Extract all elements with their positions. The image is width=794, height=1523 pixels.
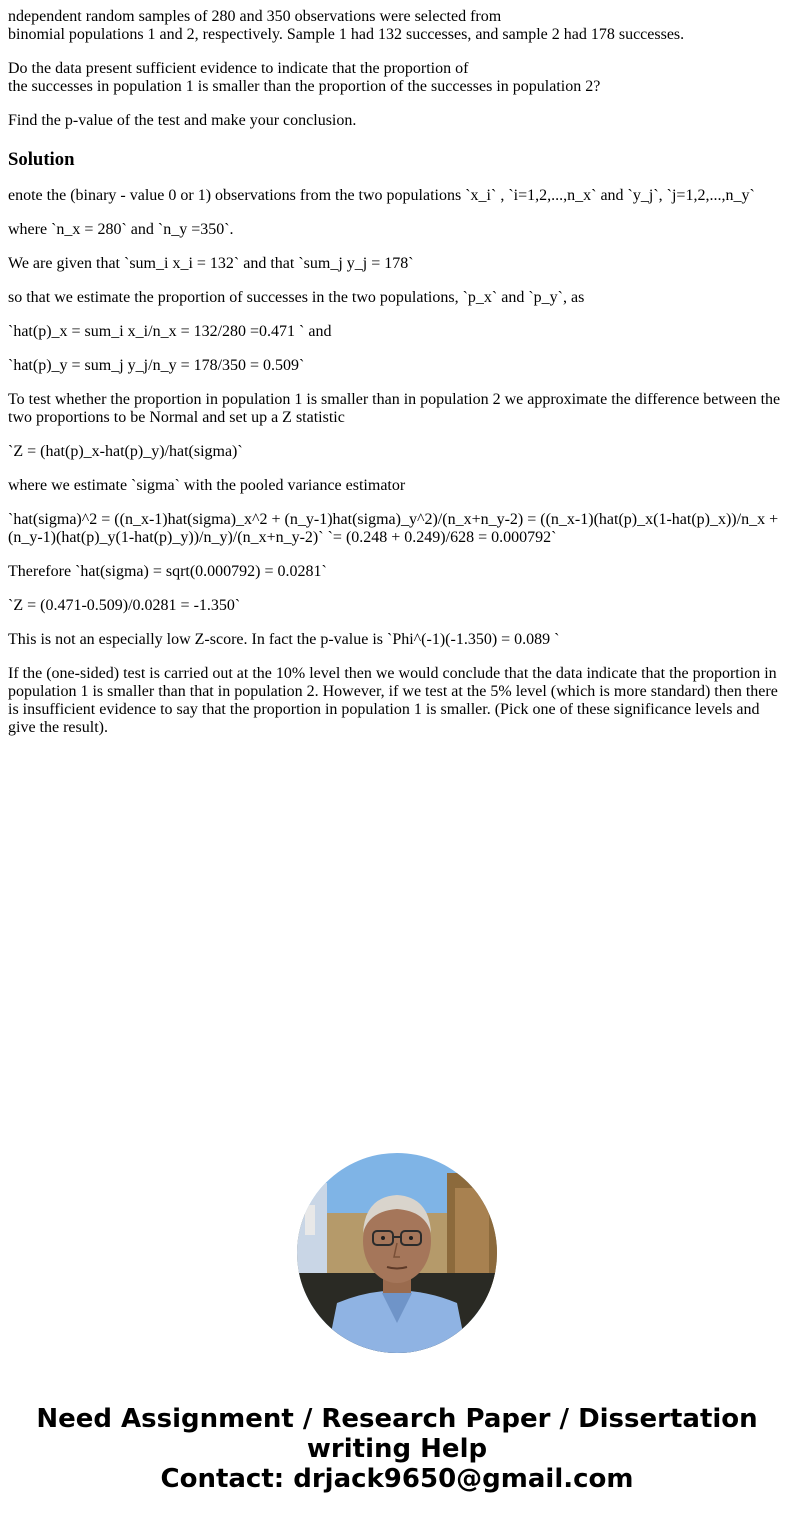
question-line-3: Do the data present sufficient evidence to indicate that the proportion of	[8, 60, 469, 77]
solution-paragraph: where we estimate `sigma` with the pooled variance estimator	[8, 477, 406, 494]
solution-paragraph: `Z = (hat(p)_x-hat(p)_y)/hat(sigma)`	[8, 443, 243, 460]
question-line-2: binomial populations 1 and 2, respectively. Sample 1 had 132 successes, and sample 2 had 178 successes.	[8, 26, 685, 43]
solution-paragraph: so that we estimate the proportion of successes in the two populations, `p_x` and `p_y`, as	[8, 289, 585, 306]
solution-paragraph: This is not an especially low Z-score. In fact the p-value is `Phi^(-1)(-1.350) = 0.089 `	[8, 631, 560, 648]
footer-line-1: Need Assignment / Research Paper / Dissertation	[36, 1404, 758, 1434]
footer-contact: Contact: drjack9650@gmail.com	[160, 1464, 634, 1494]
question-line-1: ndependent random samples of 280 and 350 observations were selected from	[8, 8, 502, 25]
question-paragraph-3: Find the p-value of the test and make your conclusion.	[8, 112, 357, 129]
question-line-4: the successes in population 1 is smaller than the proportion of the successes in population 2?	[8, 78, 601, 95]
author-portrait	[297, 1153, 497, 1353]
footer-line-2: writing Help	[306, 1434, 488, 1464]
solution-paragraph: `Z = (0.471-0.509)/0.0281 = -1.350`	[8, 597, 241, 614]
solution-paragraph: `hat(sigma)^2 = ((n_x-1)hat(sigma)_x^2 + (n_y-1)hat(sigma)_y^2)/(n_x+n_y-2) = ((n_x-1)(hat(p)_x(1-hat(p)_x))/n_x + (n_y-1)(hat(p)_y(1-hat(p)_y))/n_y)/(n_x+n_y-2)` `= (0.248 + 0.249)/628 = 0.000792`	[8, 511, 779, 546]
solution-paragraph: enote the (binary - value 0 or 1) observations from the two populations `x_i` , `i=1,2,...,n_x` and `y_j`, `j=1,2,...,n_y`	[8, 187, 755, 204]
promo-footer	[0, 1404, 794, 1494]
solution-heading: Solution	[8, 149, 75, 170]
solution-paragraph: If the (one-sided) test is carried out at the 10% level then we would conclude that the data indicate that the proportion in population 1 is smaller than that in population 2. However, if we test at the 5% level (which is more standard) then there is insufficient evidence to say that the proportion in population 1 is smaller. (Pick one of these significance levels and give the result).	[8, 665, 778, 736]
solution-paragraph: `hat(p)_y = sum_j y_j/n_y = 178/350 = 0.509`	[8, 357, 305, 374]
question-paragraph-2	[8, 60, 786, 96]
solution-paragraph: We are given that `sum_i x_i = 132` and that `sum_j y_j = 178`	[8, 255, 414, 272]
question-paragraph-1	[8, 8, 786, 44]
solution-paragraph: where `n_x = 280` and `n_y =350`.	[8, 221, 234, 238]
solution-paragraph: To test whether the proportion in population 1 is smaller than in population 2 we approximate the difference between the two proportions to be Normal and set up a Z statistic	[8, 391, 781, 426]
solution-block	[8, 187, 786, 737]
question-block	[8, 8, 786, 130]
solution-paragraph: `hat(p)_x = sum_i x_i/n_x = 132/280 =0.471 ` and	[8, 323, 332, 340]
solution-paragraph: Therefore `hat(sigma) = sqrt(0.000792) = 0.0281`	[8, 563, 327, 580]
document-body	[8, 8, 786, 753]
author-avatar	[297, 1153, 497, 1353]
